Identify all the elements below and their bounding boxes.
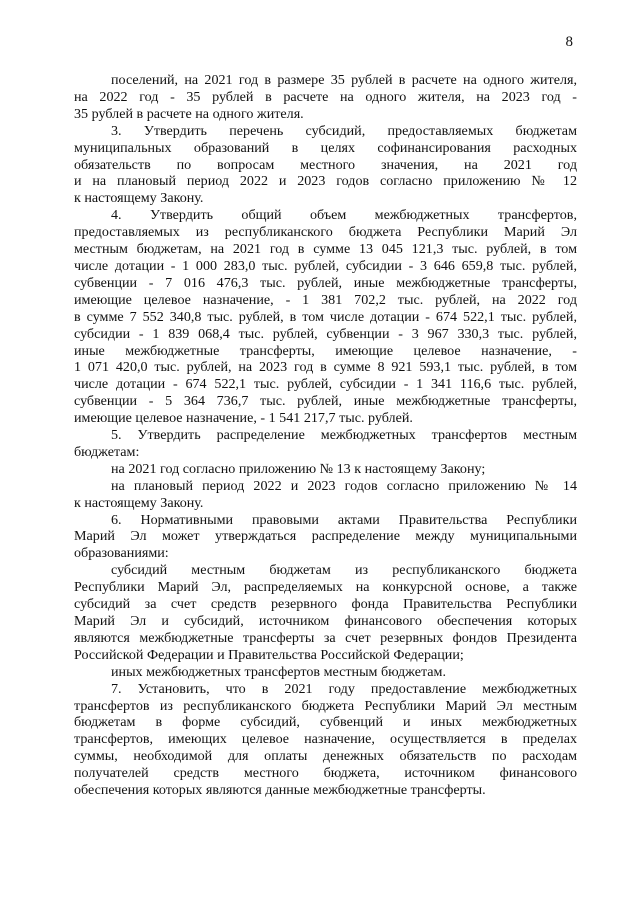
text-line: иные межбюджетные трансферты, имеющие целевое назначение, -: [74, 342, 577, 359]
paragraph: [74, 512, 577, 563]
page-number: 8: [565, 34, 573, 50]
document-body: [74, 72, 577, 799]
text-line: муниципальных образований в целях софинансирования расходных: [74, 139, 577, 156]
text-line: 6. Нормативными правовыми актами Правительства Республики: [111, 511, 577, 528]
text-line: субсидии - 1 839 068,4 тыс. рублей, субвенции - 3 967 330,3 тыс. рублей,: [74, 325, 577, 342]
text-line: к настоящему Закону.: [74, 494, 204, 511]
text-line: к настоящему Закону.: [74, 190, 204, 207]
paragraph: [74, 681, 577, 799]
text-line: местным бюджетам, на 2021 год в сумме 13 045 121,3 тыс. рублей, в том: [74, 241, 577, 258]
text-line: субвенции - 7 016 476,3 тыс. рублей, иные межбюджетные трансферты,: [74, 274, 577, 291]
text-line: Республики Марий Эл, распределяемых на конкурсной основе, а также: [74, 579, 577, 596]
paragraph: [74, 461, 577, 478]
text-line: на 2022 год - 35 рублей в расчете на одного жителя, на 2023 год -: [74, 88, 577, 105]
text-line: обязательств по вопросам местного значения, на 2021 год: [74, 156, 577, 173]
text-line: 4. Утвердить общий объем межбюджетных трансфертов,: [111, 207, 577, 224]
text-line: являются межбюджетные трансферты за счет резервных фондов Президента: [74, 629, 577, 646]
text-line: числе дотации - 1 000 283,0 тыс. рублей, субсидии - 3 646 659,8 тыс. рублей,: [74, 257, 577, 274]
text-line: Марий Эл и субсидий, источником финансового обеспечения которых: [74, 613, 577, 629]
text-line: трансфертов из республиканского бюджета Республики Марий Эл местным: [74, 697, 577, 714]
text-line: обеспечения которых являются данные межбюджетные трансферты.: [74, 782, 486, 799]
text-line: 3. Утвердить перечень субсидий, предоставляемых бюджетам: [111, 122, 577, 139]
text-line: поселений, на 2021 год в размере 35 рублей в расчете на одного жителя,: [111, 72, 577, 88]
text-line: Марий Эл может утверждаться распределение между муниципальными: [74, 528, 577, 545]
text-line: Российской Федерации и Правительства Российской Федерации;: [74, 646, 464, 663]
paragraph: [74, 664, 577, 681]
text-line: имеющие целевое назначение, - 1 381 702,2 тыс. рублей, на 2022 год: [74, 291, 577, 308]
text-line: иных межбюджетных трансфертов местным бюджетам.: [111, 663, 446, 680]
text-line: 5. Утвердить распределение межбюджетных трансфертов местным: [111, 427, 577, 444]
text-line: и на плановый период 2022 и 2023 годов согласно приложению № 12: [74, 173, 577, 190]
text-line: бюджетам в форме субсидий, субвенций и иных межбюджетных: [74, 714, 577, 731]
text-line: 1 071 420,0 тыс. рублей, на 2023 год в сумме 8 921 593,1 тыс. рублей, в том: [74, 359, 577, 376]
text-line: имеющие целевое назначение, - 1 541 217,7 тыс. рублей.: [74, 410, 413, 427]
text-line: предоставляемых из республиканского бюджета Республики Марий Эл: [74, 224, 577, 241]
paragraph: [74, 562, 577, 663]
text-line: субвенции - 5 364 736,7 тыс. рублей, иные межбюджетные трансферты,: [74, 393, 577, 410]
paragraph: [74, 478, 577, 512]
text-line: получателей средств местного бюджета, источником финансового: [74, 765, 577, 782]
text-line: на плановый период 2022 и 2023 годов согласно приложению № 14: [111, 477, 577, 494]
text-line: на 2021 год согласно приложению № 13 к настоящему Закону;: [111, 460, 486, 477]
text-line: образованиями:: [74, 545, 169, 562]
text-line: числе дотации - 674 522,1 тыс. рублей, субсидии - 1 341 116,6 тыс. рублей,: [74, 376, 577, 393]
text-line: 7. Установить, что в 2021 году предоставление межбюджетных: [111, 680, 577, 697]
text-line: трансфертов, имеющих целевое назначение, осуществляется в пределах: [74, 731, 577, 748]
paragraph: [74, 123, 577, 208]
text-line: в сумме 7 552 340,8 тыс. рублей, в том числе дотации - 674 522,1 тыс. рублей,: [74, 308, 577, 325]
text-line: субсидий местным бюджетам из республиканского бюджета: [111, 562, 577, 579]
paragraph: [74, 207, 577, 427]
text-line: бюджетам:: [74, 443, 140, 460]
paragraph: [74, 72, 577, 123]
text-line: субсидий за счет средств резервного фонда Правительства Республики: [74, 596, 577, 613]
text-line: 35 рублей в расчете на одного жителя.: [74, 105, 304, 122]
paragraph: [74, 427, 577, 461]
text-line: суммы, необходимой для оплаты денежных обязательств по расходам: [74, 748, 577, 765]
